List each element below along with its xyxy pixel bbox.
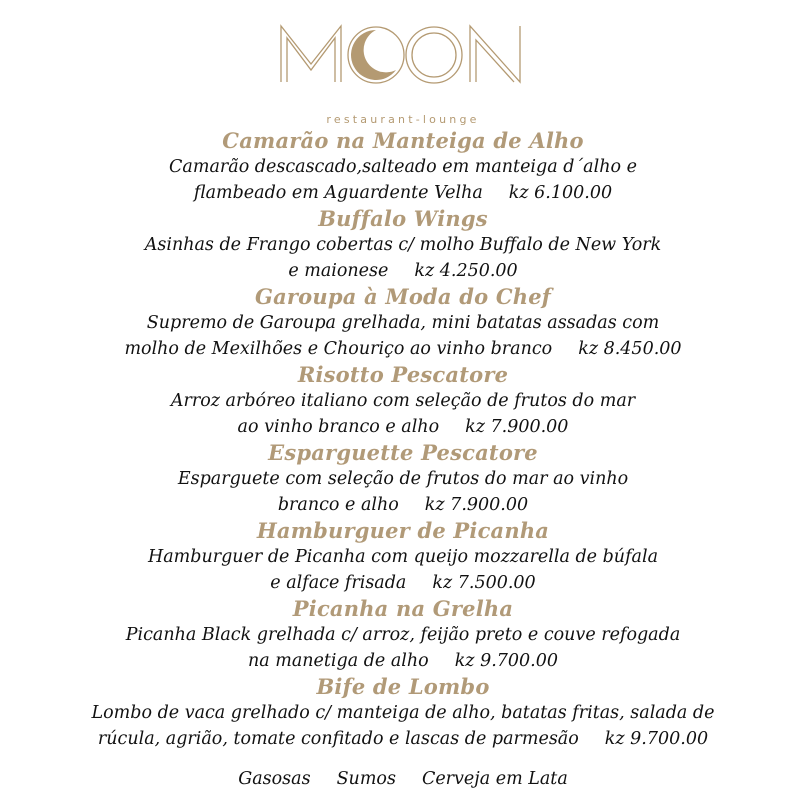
item-description: [0, 466, 806, 518]
item-description: [0, 544, 806, 596]
item-desc-line: rúcula, agrião, tomate confitado e lascas de parmesão: [97, 729, 579, 749]
item-price: kz 9.700.00: [454, 651, 559, 671]
menu-item: [0, 206, 806, 284]
item-price: kz 7.900.00: [465, 417, 569, 437]
drink-gasosas: Gasosas: [238, 769, 311, 789]
item-desc-line: Hamburguer de Picanha com queijo mozzarella de búfala: [147, 547, 659, 567]
item-price: kz 7.900.00: [424, 495, 529, 515]
moon-logo: [278, 20, 528, 126]
item-title: Risotto Pescatore: [297, 362, 509, 387]
item-desc-line: branco e alho: [277, 495, 399, 515]
menu-list: [0, 128, 806, 752]
item-desc-line: Supremo de Garoupa grelhada, mini batatas assadas com: [146, 313, 660, 333]
item-desc-line: Lombo de vaca grelhado c/ manteiga de alho, batatas fritas, salada de: [91, 703, 715, 723]
item-desc-line: Esparguete com seleção de frutos do mar ao vinho: [177, 469, 629, 489]
item-description: [0, 700, 806, 752]
logo-tagline: restaurant-lounge: [326, 113, 480, 126]
menu-item: [0, 674, 806, 752]
item-title: Bife de Lombo: [316, 674, 490, 699]
menu-item: [0, 440, 806, 518]
menu-item: [0, 128, 806, 206]
menu-item: [0, 518, 806, 596]
item-title: Hamburguer de Picanha: [256, 518, 550, 543]
menu-item: [0, 362, 806, 440]
item-price: kz 4.250.00: [414, 261, 518, 281]
item-title: Garoupa à Moda do Chef: [254, 284, 552, 309]
item-desc-line: flambeado em Aguardente Velha: [193, 183, 483, 203]
item-description: [0, 622, 806, 674]
item-price: kz 8.450.00: [578, 339, 682, 359]
item-title: Camarão na Manteiga de Alho: [222, 128, 584, 153]
item-desc-line: na manetiga de alho: [247, 651, 429, 671]
item-price: kz 7.500.00: [432, 573, 536, 593]
menu-item: [0, 596, 806, 674]
item-title: Buffalo Wings: [318, 206, 488, 231]
item-desc-line: Arroz arbóreo italiano com seleção de frutos do mar: [170, 391, 636, 411]
drinks-line: [0, 766, 806, 792]
item-description: [0, 388, 806, 440]
item-desc-line: Camarão descascado,salteado em manteiga d´alho e: [169, 157, 637, 177]
item-description: [0, 154, 806, 206]
item-desc-line: Picanha Black grelhada c/ arroz, feijão preto e couve refogada: [125, 625, 681, 645]
drink-sumos: Sumos: [336, 769, 396, 789]
item-desc-line: e maionese: [288, 261, 389, 281]
item-description: [0, 310, 806, 362]
item-desc-line: ao vinho branco e alho: [237, 417, 440, 437]
item-title: Picanha na Grelha: [292, 596, 514, 621]
item-description: [0, 232, 806, 284]
item-title: Esparguette Pescatore: [268, 440, 538, 465]
item-desc-line: e alface frisada: [270, 573, 407, 593]
item-desc-line: molho de Mexilhões e Chouriço ao vinho branco: [124, 339, 553, 359]
item-price: kz 6.100.00: [508, 183, 613, 203]
item-price: kz 9.700.00: [604, 729, 709, 749]
menu-item: [0, 284, 806, 362]
drink-cerveja: Cerveja em Lata: [421, 769, 568, 789]
item-desc-line: Asinhas de Frango cobertas c/ molho Buffalo de New York: [144, 235, 662, 255]
